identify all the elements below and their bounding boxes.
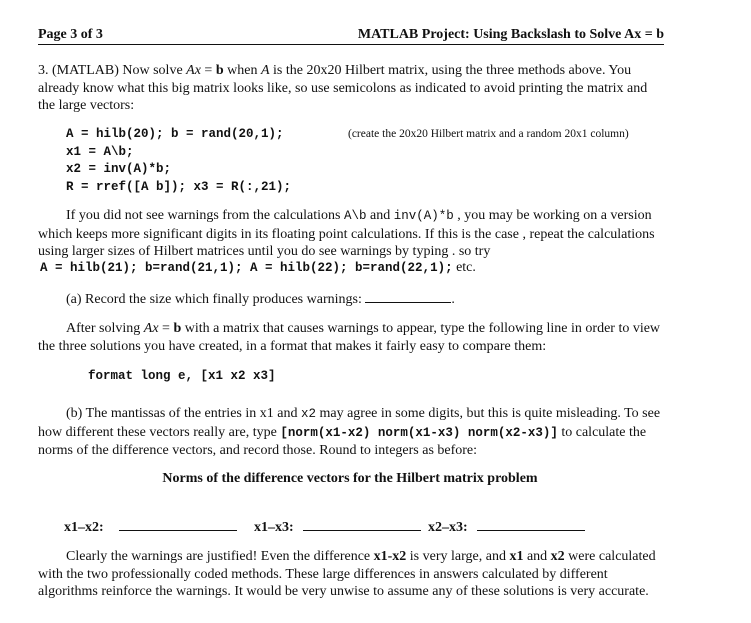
format-code: format long e, [x1 x2 x3]	[88, 369, 276, 383]
warn-code-backslash: A\b	[343, 209, 367, 223]
norm-x1-x2-blank[interactable]	[119, 518, 237, 531]
warning-try-line	[40, 259, 664, 278]
norm-x1-x2-label: x1–x2:	[64, 520, 104, 535]
intro-text-1: 3. (MATLAB) Now solve	[38, 63, 187, 78]
part-b-text-1: (b) The mantissas of the entries in x1 and	[66, 406, 301, 421]
norm-x2-x3	[428, 518, 585, 536]
part-a	[66, 290, 666, 309]
after-eq-ax: Ax	[143, 321, 159, 336]
closing-x2: x2	[550, 549, 565, 564]
closing-text-3: and	[523, 549, 551, 564]
norm-x1-x3-blank[interactable]	[303, 518, 421, 531]
after-eq-equals: =	[158, 321, 174, 336]
part-a-end: .	[451, 292, 455, 307]
warn-text-2: and	[366, 208, 394, 223]
closing-text-4: were calculated with the two professionally coded methods. These large differences in answers calculated by different algorithms reinforce the warnings. It would be very unwise to assume any of these solutions is very accurate.	[38, 549, 656, 599]
code-block	[66, 126, 291, 196]
page-header	[38, 26, 664, 45]
eq-ax: Ax	[186, 63, 201, 78]
after-text-1: After solving	[66, 321, 144, 336]
code-line-3: x2 = inv(A)*b;	[66, 162, 172, 176]
warning-paragraph	[38, 207, 662, 261]
intro-text-3: is the 20x20 Hilbert matrix, using the three methods above. You already know what this big matrix looks like, so use semicolons as indicated to avoid printing the matrix and the large vectors:	[38, 63, 648, 113]
code-comment: (create the 20x20 Hilbert matrix and a random 20x1 column)	[348, 128, 629, 140]
eq-equals: =	[200, 63, 216, 78]
norms-title: Norms of the difference vectors for the Hilbert matrix problem	[162, 471, 538, 486]
problem-intro	[38, 62, 662, 115]
code-line-4: R = rref([A b]); x3 = R(:,21);	[66, 179, 292, 194]
closing-text-1: Clearly the warnings are justified! Even the difference	[66, 549, 374, 564]
after-eq-b: b	[173, 321, 182, 336]
intro-text-2: when	[223, 63, 261, 78]
warn-text-1: If you did not see warnings from the calculations	[66, 208, 344, 223]
norm-x2-x3-blank[interactable]	[477, 518, 585, 531]
page-title: MATLAB Project: Using Backslash to Solve Ax = b	[357, 27, 664, 42]
part-b-norm-code: [norm(x1-x2) norm(x1-x3) norm(x2-x3)]	[280, 425, 558, 440]
closing-x1: x1	[509, 549, 524, 564]
part-b-x2: x2	[300, 407, 316, 421]
page-number: Page 3 of 3	[38, 27, 103, 42]
norm-x1-x3-label: x1–x3:	[254, 520, 294, 535]
format-command	[88, 367, 712, 386]
closing-text-2: is very large, and	[406, 549, 510, 564]
part-b-text-2: may agree in some digits, but this is quite misleading. To see how different these vectors really are, type	[38, 406, 661, 440]
warn-code-inv: inv(A)*b	[393, 209, 454, 223]
norm-x1-x3	[254, 518, 421, 536]
after-text-2: with a matrix that causes warnings to appear, type the following line in order to view the three solutions you have created, in a format that makes it fairly easy to compare them:	[38, 321, 661, 354]
part-a-answer-blank[interactable]	[365, 290, 451, 303]
norm-x1-x2	[64, 518, 237, 536]
eq-b: b	[215, 63, 224, 78]
closing-x1-x2: x1-x2	[373, 549, 407, 564]
part-a-text: (a) Record the size which finally produces warnings:	[66, 292, 366, 307]
after-paragraph	[38, 320, 662, 355]
part-b	[38, 405, 662, 460]
matrix-a: A	[260, 63, 270, 78]
part-b-text-3: to calculate the norms of the difference vectors, and record those. Round to integers as before:	[38, 424, 647, 458]
closing-paragraph	[38, 548, 662, 601]
norm-x2-x3-label: x2–x3:	[428, 520, 468, 535]
warn-text-3: , you may be working on a version which keeps more significant digits in its floating point calculations. If this is the case , repeat the calculations using larger sizes of Hilbert matrices until you do see warnings by typing . so try	[38, 208, 655, 259]
warn-try-code: A = hilb(21); b=rand(21,1); A = hilb(22); b=rand(22,1);	[40, 261, 453, 275]
warn-etc: etc.	[452, 260, 476, 275]
code-line-1: A = hilb(20); b = rand(20,1);	[66, 127, 284, 141]
code-line-2: x1 = A\b;	[66, 144, 134, 159]
